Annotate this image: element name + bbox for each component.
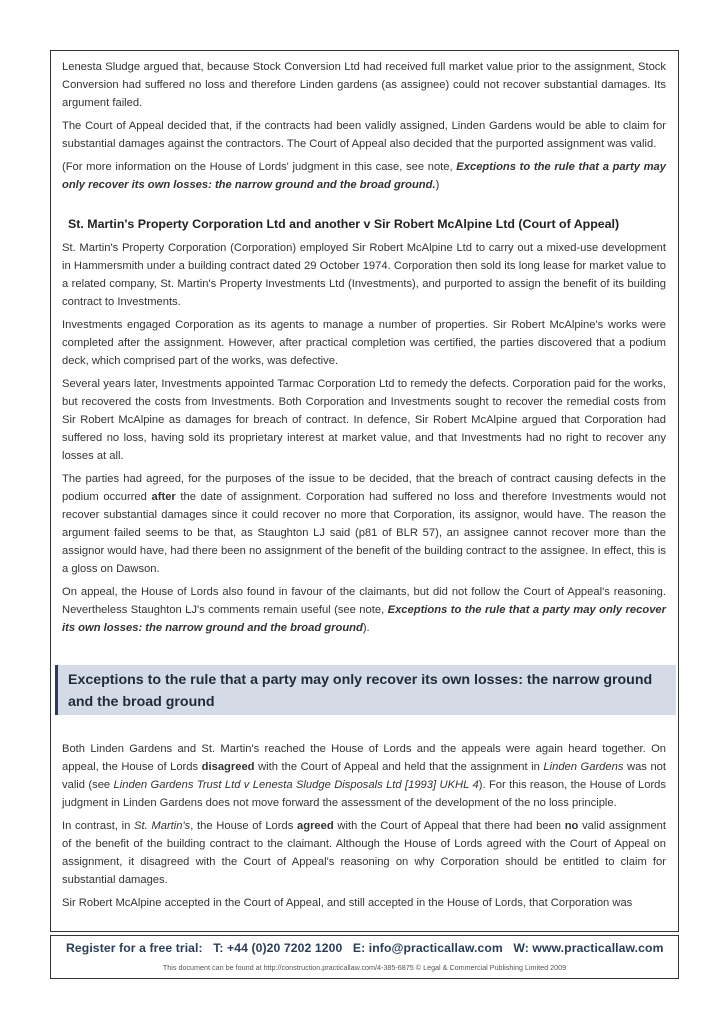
text: with the Court of Appeal and held that the assignment in	[254, 761, 544, 773]
case-citation: Linden Gardens Trust Ltd v Lenesta Sludge Disposals Ltd [1993] UKHL 4	[113, 779, 479, 791]
bold-text: disagreed	[201, 761, 255, 773]
bold-text: after	[151, 491, 176, 503]
text: (For more information on the House of Lords' judgment in this case, see note,	[62, 161, 457, 173]
text: ).	[362, 622, 370, 634]
footer-document-url: This document can be found at http://construction.practicallaw.com/4-385-6875 © Legal & Commercial Publishing Limited 2009	[162, 963, 567, 972]
paragraph	[62, 158, 666, 194]
text: with the Court of Appeal that there had been	[333, 820, 565, 832]
text: , the House of Lords	[190, 820, 298, 832]
paragraph: Lenesta Sludge argued that, because Stock Conversion Ltd had received full market value prior to the assignment, Stock Conversion had suffered no loss and therefore Linden gardens (as assignee) could not recover substantial damages. Its argument failed.	[62, 61, 666, 109]
phone: T: +44 (0)20 7202 1200	[213, 941, 343, 955]
paragraph	[62, 740, 666, 812]
paragraph	[62, 817, 666, 889]
case-heading: St. Martin's Property Corporation Ltd and another v Sir Robert McAlpine Ltd (Court of Appeal)	[68, 217, 620, 231]
spacer	[503, 941, 513, 955]
paragraph: Sir Robert McAlpine accepted in the Court of Appeal, and still accepted in the House of Lords, that Corporation was	[62, 897, 633, 909]
text: valid assignment of the benefit of the building contract to the claimant. Although the House of Lords agreed with the Court of Appeal on assignment, it disagreed with the Court of Appeal's reasoning on why Corporation should be entitled to claim for substantial damages.	[62, 820, 666, 886]
text: ). For this reason, the House of Lords judgment in Linden Gardens does not move forward the assessment of the development of the no loss principle.	[62, 779, 666, 809]
email-link[interactable]: E: info@practicallaw.com	[352, 941, 503, 955]
italic-text: Linden Gardens	[543, 761, 624, 773]
paragraph: St. Martin's Property Corporation (Corporation) employed Sir Robert McAlpine Ltd to carry out a mixed-use development in Hammersmith under a building contract dated 29 October 1974. Corporation then sold its long lease for market value to a related company, St. Martin's Property Investments Ltd (Investments), and purported to assign the benefit of its building contract to Investments.	[62, 242, 666, 308]
text: The parties had agreed, for the purposes of the issue to be decided, that the breach of contract causing defects in the podium occurred	[62, 473, 666, 503]
note-link[interactable]: Exceptions to the rule that a party may only recover its own losses: the narrow ground and the broad ground.	[62, 161, 666, 191]
text: In contrast, in	[62, 820, 135, 832]
text: )	[435, 179, 440, 191]
register-label: Register for a free trial:	[66, 941, 203, 955]
text: On appeal, the House of Lords also found in favour of the claimants, but did not follow the Court of Appeal's reasoning. Nevertheless Staughton LJ's comments remain useful (see note,	[62, 586, 666, 616]
note-link[interactable]: Exceptions to the rule that a party may only recover its own losses: the narrow ground and the broad ground	[62, 604, 666, 634]
spacer	[203, 941, 213, 955]
paragraph	[62, 470, 666, 578]
section-heading-band	[55, 665, 676, 715]
paragraph	[62, 583, 666, 637]
spacer	[342, 941, 352, 955]
italic-text: St. Martin's	[134, 820, 191, 832]
text: was not valid (see	[62, 761, 666, 791]
paragraph: The Court of Appeal decided that, if the contracts had been validly assigned, Linden Gardens would be able to claim for substantial damages against the contractors. The Court of Appeal also decided that the purported assignment was valid.	[62, 120, 666, 150]
body-content-top	[62, 58, 666, 642]
website-link[interactable]: W: www.practicallaw.com	[513, 941, 664, 955]
text: Both Linden Gardens and St. Martin's reached the House of Lords and the appeals were again heard together. On appeal, the House of Lords	[62, 743, 666, 773]
text: the date of assignment. Corporation had suffered no loss and therefore Investments would not recover substantial damages since it could recover no more that Corporation, its assignor, would have. The reason the argument failed seems to be that, as Staughton LJ said (p81 of BLR 57), an assignee cannot recover more than the assignor would have, had there been no assignment of the benefit of the building contract to the assignee. In effect, this is a gloss on Dawson.	[62, 491, 666, 575]
bold-text: no	[564, 820, 579, 832]
section-heading: Exceptions to the rule that a party may only recover its own losses: the narrow ground and the broad ground	[68, 672, 653, 710]
footer-contact	[66, 941, 666, 955]
paragraph: Several years later, Investments appointed Tarmac Corporation Ltd to remedy the defects. Corporation paid for the works, but recovered the costs from Investments. Both Corporation and Investments sought to recover the remedial costs from Sir Robert McAlpine as damages for breach of contract. In defence, Sir Robert McAlpine argued that Corporation had suffered no loss, having sold its proprietary interest at market value, and that Investments had no right to recover any losses at all.	[62, 378, 666, 462]
bold-text: agreed	[297, 820, 334, 832]
paragraph: Investments engaged Corporation as its agents to manage a number of properties. Sir Robert McAlpine's works were completed after the assignment. However, after practical completion was certified, the parties discovered that a podium deck, which comprised part of the works, was defective.	[62, 319, 666, 367]
body-content-bottom	[62, 740, 666, 917]
